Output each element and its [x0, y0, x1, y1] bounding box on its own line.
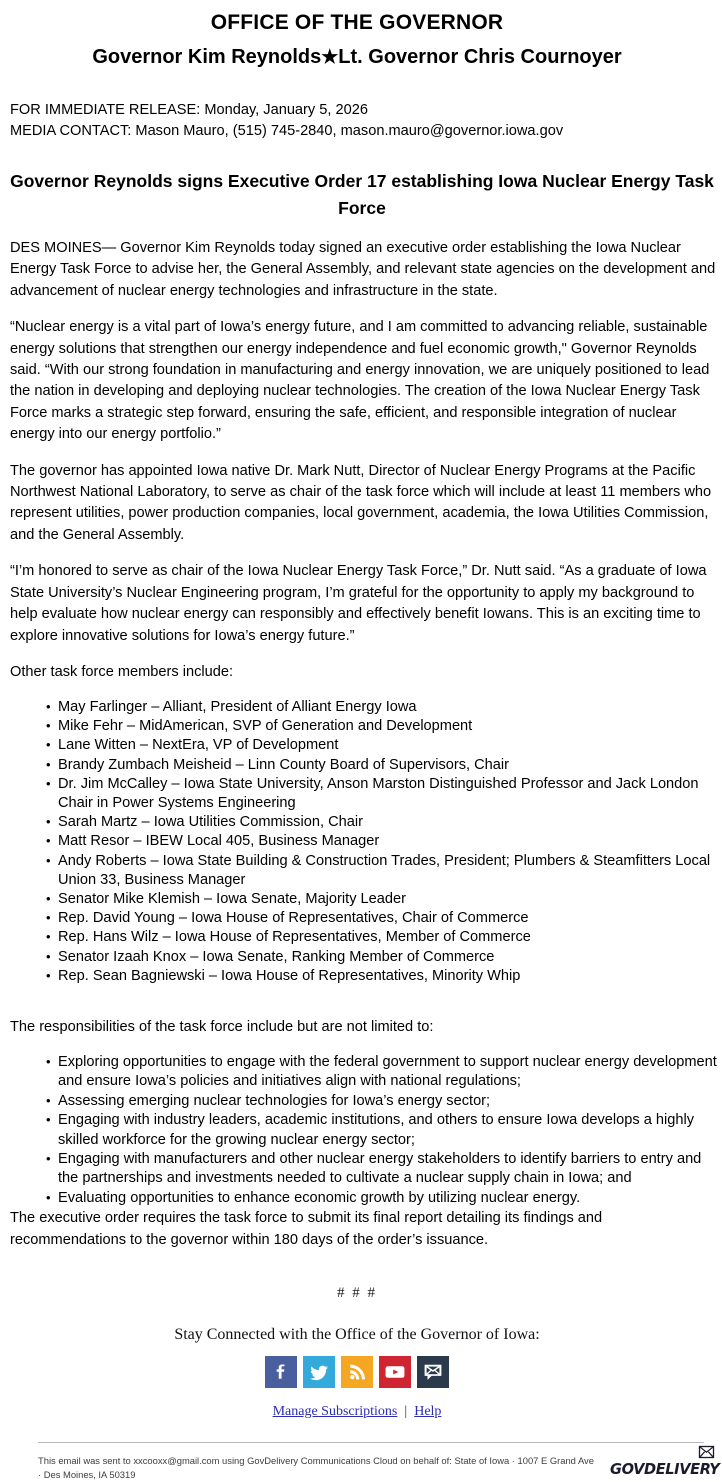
- nutt-quote-paragraph: “I’m honored to serve as chair of the Iowa Nuclear Energy Task Force,” Dr. Nutt said. “As a graduate of Iowa State University’s Nuclear Engineering program, I’m grateful for the opportunity to apply my background to help evaluate how nuclear energy can responsibly and effectively benefit Iowans. This is an exciting time to explore innovative solutions for Iowa’s energy future.”: [10, 563, 707, 644]
- responsibility-item: • Exploring opportunities to engage with the federal government to support nuclear energy development and ensure Iowa’s policies and initiatives align with national regulations;: [46, 1053, 722, 1092]
- task-force-member-item: • Dr. Jim McCalley – Iowa State University, Anson Marston Distinguished Professor and Jack London Chair in Power Systems Engineering: [46, 775, 722, 813]
- responsibility-item: • Engaging with manufacturers and other nuclear energy stakeholders to identify barriers to entry and the partnerships and investments needed to cultivate a nuclear supply chain in Iowa; and: [46, 1150, 722, 1189]
- task-force-member-item: • Senator Izaah Knox – Iowa Senate, Ranking Member of Commerce: [46, 948, 722, 967]
- responsibility-item: • Engaging with industry leaders, academic institutions, and others to ensure Iowa develops a highly skilled workforce for the growing nuclear energy sector;: [46, 1111, 722, 1150]
- govdelivery-wordmark: GOVDELIVERY: [610, 1460, 720, 1479]
- governor-quote-paragraph: “Nuclear energy is a vital part of Iowa’s energy future, and I am committed to advancing reliable, sustainable energy solutions that strengthen our energy independence and fuel economic growth," Governor Reynolds said. “With our strong foundation in manufacturing and energy innovation, we are uniquely positioned to lead the nation in developing and deploying nuclear technologies. The creation of the Iowa Nuclear Energy Task Force marks a strategic step forward, ensuring the safe, efficient, and responsible integration of nuclear energy into our energy portfolio.”: [10, 319, 710, 443]
- members-intro: Other task force members include:: [10, 663, 234, 680]
- subscription-links: [10, 1404, 722, 1420]
- task-force-member-item: • Andy Roberts – Iowa State Building & Construction Trades, President; Plumbers & Steamfitters Local Union 33, Business Manager: [46, 852, 722, 890]
- footer-disclaimer: This email was sent to xxcooxx@gmail.com using GovDelivery Communications Cloud on behalf of: State of Iowa · 1007 E Grand Ave · Des Moines, IA 50319: [38, 1455, 594, 1481]
- governor-name: Governor Kim Reynolds: [92, 46, 322, 68]
- responsibilities-list: [10, 1053, 722, 1208]
- rss-icon[interactable]: [341, 1356, 373, 1388]
- masthead: [10, 0, 722, 72]
- help-link[interactable]: Help: [414, 1404, 442, 1420]
- task-force-member-item: • Matt Resor – IBEW Local 405, Business Manager: [46, 832, 722, 851]
- responsibility-item: • Assessing emerging nuclear technologies for Iowa’s energy sector;: [46, 1092, 722, 1111]
- release-date-line: FOR IMMEDIATE RELEASE: Monday, January 5, 2026: [10, 102, 368, 118]
- social-icon-row: [10, 1356, 722, 1388]
- links-divider: |: [404, 1404, 408, 1420]
- footer-divider: [38, 1442, 704, 1443]
- twitter-icon[interactable]: [303, 1356, 335, 1388]
- youtube-icon[interactable]: [379, 1356, 411, 1388]
- lede-paragraph: DES MOINES— Governor Kim Reynolds today signed an executive order establishing the Iowa Nuclear Energy Task Force to advise her, the General Assembly, and relevant state agencies on the development and advancement of nuclear energy technologies and infrastructure in the state.: [10, 240, 716, 299]
- task-force-member-item: • May Farlinger – Alliant, President of Alliant Energy Iowa: [46, 698, 722, 717]
- task-force-member-item: • Lane Witten – NextEra, VP of Development: [46, 736, 722, 755]
- media-contact-line: MEDIA CONTACT: Mason Mauro, (515) 745-2840, mason.mauro@governor.iowa.gov: [10, 123, 564, 139]
- email-icon[interactable]: [417, 1356, 449, 1388]
- task-force-member-item: • Sarah Martz – Iowa Utilities Commission, Chair: [46, 813, 722, 832]
- manage-subscriptions-link[interactable]: Manage Subscriptions: [272, 1404, 398, 1420]
- task-force-member-item: • Rep. David Young – Iowa House of Representatives, Chair of Commerce: [46, 909, 722, 928]
- responsibilities-intro: The responsibilities of the task force include but are not limited to:: [10, 1018, 434, 1035]
- contact-block: [10, 100, 722, 142]
- responsibility-item: • Evaluating opportunities to enhance economic growth by utilizing nuclear energy.: [46, 1189, 722, 1208]
- task-force-member-item: • Brandy Zumbach Meisheid – Linn County Board of Supervisors, Chair: [46, 756, 722, 775]
- facebook-icon[interactable]: [265, 1356, 297, 1388]
- end-marker: # # #: [337, 1285, 377, 1302]
- star-icon: ★: [321, 47, 339, 68]
- office-title: OFFICE OF THE GOVERNOR: [210, 11, 504, 34]
- task-force-member-item: • Rep. Hans Wilz – Iowa House of Representatives, Member of Commerce: [46, 928, 722, 947]
- govdelivery-logo: [610, 1454, 720, 1479]
- stay-connected-heading: Stay Connected with the Office of the Governor of Iowa:: [174, 1326, 540, 1344]
- closing-paragraph: The executive order requires the task force to submit its final report detailing its findings and recommendations to the governor within 180 days of the order’s issuance.: [10, 1210, 603, 1248]
- officials-line: [10, 43, 722, 72]
- appointment-paragraph: The governor has appointed Iowa native Dr. Mark Nutt, Director of Nuclear Energy Programs at the Pacific Northwest National Laboratory, to serve as chair of the task force which will include at least 11 members who represent utilities, power production companies, local government, academia, the Iowa Utilities Commission, and the General Assembly.: [10, 462, 712, 543]
- task-force-member-item: • Rep. Sean Bagniewski – Iowa House of Representatives, Minority Whip: [46, 967, 722, 986]
- task-force-member-item: • Mike Fehr – MidAmerican, SVP of Generation and Development: [46, 717, 722, 736]
- govdelivery-envelope-icon: [699, 1446, 714, 1458]
- lt-governor-name: Lt. Governor Chris Cournoyer: [338, 46, 622, 68]
- footer-bar: [10, 1454, 722, 1482]
- page-title: Governor Reynolds signs Executive Order 17 establishing Iowa Nuclear Energy Task Force: [10, 171, 714, 218]
- task-force-member-item: • Senator Mike Klemish – Iowa Senate, Majority Leader: [46, 890, 722, 909]
- task-force-members-list: [10, 698, 722, 986]
